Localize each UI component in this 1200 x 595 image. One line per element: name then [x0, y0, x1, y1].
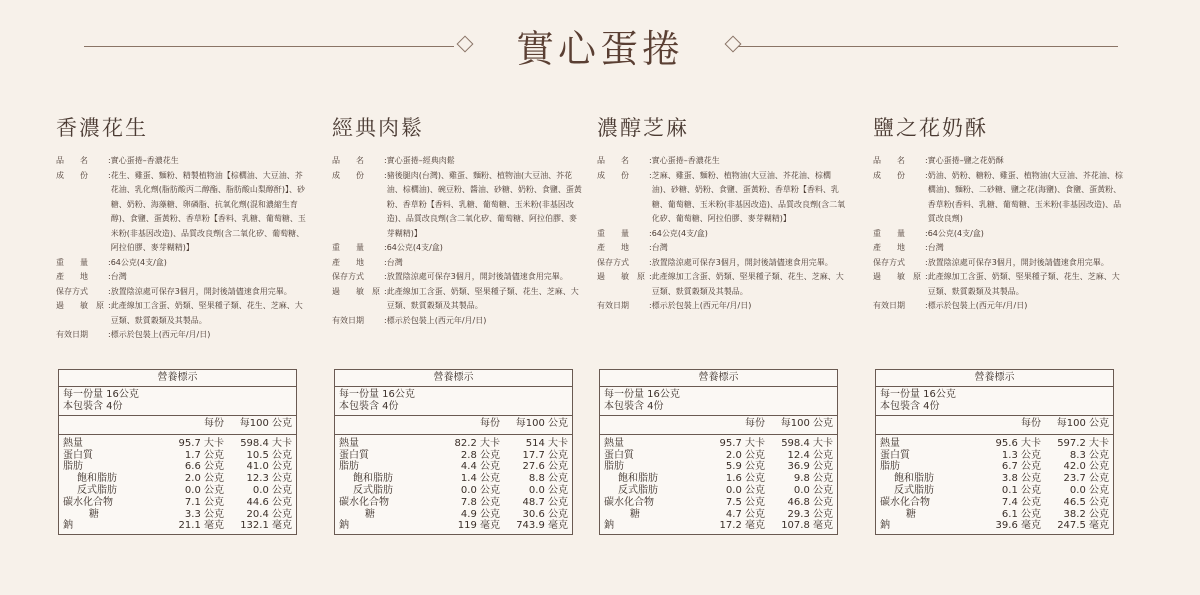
spec-label: 品 名: [56, 156, 88, 165]
nutrient-per-serving: 5.9 公克: [725, 461, 765, 473]
spec-row: [873, 154, 1123, 169]
nutrition-row: [63, 509, 292, 521]
nutrition-row: [63, 473, 292, 485]
spec-colon: :: [649, 243, 652, 252]
spec-value: 放置陰涼處可保存3個月，開封後請儘速食用完畢。: [110, 286, 292, 296]
spec-row: [332, 270, 582, 285]
nutrient-name: 鈉: [604, 520, 614, 532]
spec-row: [332, 154, 582, 169]
nutrition-row: [339, 520, 568, 532]
spec-label: 保存方式: [56, 286, 88, 296]
serving-info: [59, 387, 296, 416]
serving-size: 每一份量 16公克: [63, 389, 139, 400]
spec-value: 實心蛋捲–鹽之花奶酥: [927, 156, 1004, 165]
spec-colon: :: [925, 156, 928, 165]
nutrition-row: [604, 473, 833, 485]
spec-label: 有效日期: [56, 330, 88, 339]
col-per-serving: 每份: [204, 418, 224, 429]
nutrient-per-100g: 46.8 公克: [787, 496, 833, 508]
spec-row: [56, 169, 306, 256]
spec-value: 64公克(4支/盒): [651, 228, 708, 238]
spec-row: [597, 241, 847, 256]
servings-per-pack: 本包裝含 4份: [339, 400, 399, 412]
nutrient-name: 碳水化合物: [63, 496, 113, 508]
nutrient-per-100g: 30.6 公克: [522, 508, 568, 520]
nutrient-per-100g: 598.4 大卡: [781, 437, 833, 449]
nutrient-per-100g: 0.0 公克: [528, 484, 568, 496]
nutrition-rows: [876, 435, 1113, 534]
spec-value: 此產線加工含蛋、奶類、堅果種子類、花生、芝麻、大豆類、麩質穀類及其製品。: [386, 286, 579, 310]
nutrient-per-serving: 0.0 公克: [184, 484, 224, 496]
spec-value: 此產線加工含蛋、奶類、堅果種子類、花生、芝麻、大豆類、麩質穀類及其製品。: [110, 301, 303, 325]
nutrient-name: 反式脂肪: [894, 484, 934, 496]
nutrient-name: 脂肪: [604, 461, 624, 473]
nutrient-per-100g: 9.8 公克: [793, 473, 833, 485]
spec-row: [597, 299, 847, 314]
nutrient-name: 糖: [89, 508, 99, 520]
nutrient-per-serving: 6.1 公克: [1001, 508, 1041, 520]
spec-value: 台灣: [386, 257, 403, 267]
spec-colon: :: [925, 301, 928, 310]
spec-value: 標示於包裝上(西元年/月/日): [927, 301, 1028, 310]
nutrient-per-serving: 39.6 毫克: [995, 520, 1041, 532]
nutrient-per-serving: 3.3 公克: [184, 508, 224, 520]
spec-row: [332, 241, 582, 256]
nutrient-per-100g: 247.5 毫克: [1057, 520, 1109, 532]
nutrition-row: [339, 450, 568, 462]
spec-label: 有效日期: [873, 301, 905, 310]
nutrient-per-serving: 0.0 公克: [725, 484, 765, 496]
nutrient-per-100g: 743.9 毫克: [516, 520, 568, 532]
nutrient-per-100g: 132.1 毫克: [240, 520, 292, 532]
spec-value: 實心蛋捲–香濃花生: [110, 156, 179, 165]
spec-colon: :: [649, 156, 652, 165]
product-column: [597, 112, 847, 314]
nutrient-per-100g: 8.3 公克: [1069, 449, 1109, 461]
nutrient-per-100g: 27.6 公克: [522, 461, 568, 473]
nutrient-name: 脂肪: [339, 461, 359, 473]
spec-colon: :: [384, 170, 387, 180]
nutrient-per-serving: 2.0 公克: [725, 449, 765, 461]
spec-colon: :: [649, 170, 652, 180]
nutrient-name: 脂肪: [63, 461, 83, 473]
nutrient-name: 反式脂肪: [618, 484, 658, 496]
spec-label: 產 地: [873, 243, 905, 252]
nutrient-name: 飽和脂肪: [618, 473, 658, 485]
spec-label: 重 量: [597, 228, 629, 238]
spec-colon: :: [108, 330, 111, 339]
nutrient-per-100g: 38.2 公克: [1063, 508, 1109, 520]
nutrition-row: [604, 509, 833, 521]
nutrient-per-serving: 3.8 公克: [1001, 473, 1041, 485]
nutrition-row: [880, 450, 1109, 462]
spec-value: 此產線加工含蛋、奶類、堅果種子類、花生、芝麻、大豆類、麩質穀類及其製品。: [927, 272, 1120, 296]
nutrient-per-serving: 6.7 公克: [1001, 461, 1041, 473]
nutrient-per-serving: 1.6 公克: [725, 473, 765, 485]
nutrient-per-serving: 7.5 公克: [725, 496, 765, 508]
spec-colon: :: [108, 286, 111, 296]
spec-colon: :: [649, 228, 652, 238]
spec-value: 標示於包裝上(西元年/月/日): [386, 315, 487, 325]
nutrient-name: 蛋白質: [63, 449, 93, 461]
nutrition-row: [880, 509, 1109, 521]
nutrient-per-serving: 0.1 公克: [1001, 484, 1041, 496]
nutrition-row: [604, 450, 833, 462]
nutrition-row: [604, 438, 833, 450]
nutrition-rows: [59, 435, 296, 534]
col-per-100g: 每100 公克: [239, 418, 292, 429]
spec-label: 保存方式: [332, 272, 364, 281]
spec-colon: :: [384, 243, 387, 252]
nutrition-row: [880, 520, 1109, 532]
spec-row: [332, 285, 582, 314]
nutrition-header: [600, 416, 837, 435]
spec-value: 台灣: [651, 243, 668, 252]
serving-info: [876, 387, 1113, 416]
spec-row: [56, 256, 306, 271]
spec-row: [597, 227, 847, 242]
spec-row: [873, 227, 1123, 242]
nutrient-per-serving: 6.6 公克: [184, 461, 224, 473]
nutrient-per-100g: 46.5 公克: [1063, 496, 1109, 508]
spec-colon: :: [108, 301, 111, 310]
spec-value: 放置陰涼處可保存3個月，開封後請儘速食用完畢。: [651, 257, 833, 267]
product-name: 濃醇芝麻: [597, 116, 689, 140]
serving-info: [335, 387, 572, 416]
nutrient-per-100g: 36.9 公克: [787, 461, 833, 473]
nutrient-name: 熱量: [604, 437, 624, 449]
spec-list: [873, 154, 1123, 314]
title-rule-right: [738, 46, 1118, 47]
nutrient-name: 熱量: [880, 437, 900, 449]
spec-colon: :: [925, 228, 928, 238]
spec-colon: :: [384, 315, 387, 325]
spec-row: [873, 270, 1123, 299]
spec-label: 保存方式: [873, 257, 905, 267]
nutrient-name: 蛋白質: [339, 449, 369, 461]
nutrition-table: [58, 369, 297, 535]
nutrient-per-serving: 17.2 毫克: [719, 520, 765, 532]
servings-per-pack: 本包裝含 4份: [63, 400, 123, 412]
spec-label: 成 份: [873, 170, 905, 180]
nutrition-row: [63, 461, 292, 473]
nutrition-row: [604, 461, 833, 473]
nutrient-name: 蛋白質: [880, 449, 910, 461]
nutrient-per-serving: 7.1 公克: [184, 496, 224, 508]
nutrient-name: 碳水化合物: [339, 496, 389, 508]
nutrition-row: [63, 450, 292, 462]
spec-label: 過 敏 原: [597, 272, 645, 281]
spec-colon: :: [384, 272, 387, 281]
nutrition-row: [63, 520, 292, 532]
nutrient-per-100g: 107.8 毫克: [781, 520, 833, 532]
spec-label: 品 名: [597, 156, 629, 165]
nutrient-per-100g: 48.7 公克: [522, 496, 568, 508]
nutrient-per-100g: 12.3 公克: [246, 473, 292, 485]
nutrient-name: 脂肪: [880, 461, 900, 473]
spec-colon: :: [108, 156, 111, 165]
nutrient-name: 蛋白質: [604, 449, 634, 461]
nutrient-per-100g: 597.2 大卡: [1057, 437, 1109, 449]
nutrient-per-serving: 95.6 大卡: [995, 437, 1041, 449]
nutrition-row: [339, 438, 568, 450]
nutrient-name: 糖: [906, 508, 916, 520]
spec-label: 重 量: [332, 243, 364, 252]
nutrient-per-serving: 4.9 公克: [460, 508, 500, 520]
nutrition-table: [599, 369, 838, 535]
nutrient-per-100g: 20.4 公克: [246, 508, 292, 520]
nutrient-per-100g: 42.0 公克: [1063, 461, 1109, 473]
nutrient-per-serving: 1.4 公克: [460, 473, 500, 485]
spec-row: [56, 285, 306, 300]
spec-colon: :: [108, 257, 111, 267]
nutrition-title: 營養標示: [59, 370, 296, 387]
nutrient-per-serving: 1.7 公克: [184, 449, 224, 461]
product-name: 經典肉鬆: [332, 116, 424, 140]
spec-row: [597, 256, 847, 271]
nutrition-row: [339, 509, 568, 521]
spec-value: 64公克(4支/盒): [386, 243, 443, 252]
nutrition-header: [876, 416, 1113, 435]
spec-row: [597, 169, 847, 227]
spec-label: 產 地: [332, 257, 364, 267]
nutrition-header: [59, 416, 296, 435]
nutrient-per-serving: 95.7 大卡: [719, 437, 765, 449]
nutrient-per-serving: 2.8 公克: [460, 449, 500, 461]
nutrient-name: 反式脂肪: [77, 484, 117, 496]
servings-per-pack: 本包裝含 4份: [604, 400, 664, 412]
col-per-100g: 每100 公克: [780, 418, 833, 429]
nutrient-per-100g: 514 大卡: [525, 437, 568, 449]
nutrition-row: [880, 497, 1109, 509]
nutrient-per-100g: 23.7 公克: [1063, 473, 1109, 485]
spec-value: 台灣: [110, 272, 127, 281]
spec-colon: :: [384, 156, 387, 165]
spec-label: 過 敏 原: [56, 301, 104, 310]
spec-label: 成 份: [56, 170, 88, 180]
nutrient-per-100g: 17.7 公克: [522, 449, 568, 461]
spec-label: 過 敏 原: [873, 272, 921, 281]
nutrient-per-100g: 0.0 公克: [793, 484, 833, 496]
nutrition-row: [339, 497, 568, 509]
nutrient-per-serving: 95.7 大卡: [178, 437, 224, 449]
spec-row: [873, 256, 1123, 271]
spec-value: 放置陰涼處可保存3個月，開封後請儘速食用完畢。: [386, 272, 568, 281]
spec-label: 重 量: [56, 257, 88, 267]
spec-row: [873, 299, 1123, 314]
nutrition-rows: [335, 435, 572, 534]
nutrient-per-serving: 2.0 公克: [184, 473, 224, 485]
spec-colon: :: [925, 272, 928, 281]
product-name: 鹽之花奶酥: [873, 116, 988, 140]
nutrient-per-100g: 29.3 公克: [787, 508, 833, 520]
spec-colon: :: [649, 272, 652, 281]
nutrient-per-100g: 44.6 公克: [246, 496, 292, 508]
col-per-serving: 每份: [745, 418, 765, 429]
nutrient-name: 糖: [365, 508, 375, 520]
nutrition-title: 營養標示: [876, 370, 1113, 387]
nutrient-name: 鈉: [880, 520, 890, 532]
nutrient-per-serving: 7.4 公克: [1001, 496, 1041, 508]
serving-size: 每一份量 16公克: [604, 389, 680, 400]
nutrient-name: 糖: [630, 508, 640, 520]
spec-colon: :: [108, 272, 111, 281]
serving-size: 每一份量 16公克: [339, 389, 415, 400]
nutrient-per-100g: 10.5 公克: [246, 449, 292, 461]
nutrition-row: [63, 485, 292, 497]
product-column: [873, 112, 1123, 314]
nutrition-row: [339, 485, 568, 497]
nutrient-per-100g: 598.4 大卡: [240, 437, 292, 449]
nutrient-per-100g: 0.0 公克: [1069, 484, 1109, 496]
col-per-serving: 每份: [1021, 418, 1041, 429]
nutrient-name: 反式脂肪: [353, 484, 393, 496]
spec-label: 成 份: [332, 170, 364, 180]
spec-value: 此產線加工含蛋、奶類、堅果種子類、花生、芝麻、大豆類、麩質穀類及其製品。: [651, 272, 844, 296]
nutrient-per-serving: 21.1 毫克: [178, 520, 224, 532]
col-per-serving: 每份: [480, 418, 500, 429]
nutrition-row: [880, 473, 1109, 485]
spec-row: [332, 256, 582, 271]
spec-colon: :: [925, 257, 928, 267]
nutrient-name: 熱量: [63, 437, 83, 449]
nutrition-row: [63, 497, 292, 509]
spec-value: 放置陰涼處可保存3個月，開封後請儘速食用完畢。: [927, 257, 1109, 267]
nutrient-per-100g: 8.8 公克: [528, 473, 568, 485]
spec-row: [56, 328, 306, 343]
spec-row: [56, 299, 306, 328]
product-column: [56, 112, 306, 343]
spec-label: 品 名: [873, 156, 905, 165]
spec-value: 標示於包裝上(西元年/月/日): [110, 330, 211, 339]
spec-colon: :: [384, 257, 387, 267]
nutrient-name: 飽和脂肪: [894, 473, 934, 485]
spec-label: 產 地: [56, 272, 88, 281]
spec-label: 重 量: [873, 228, 905, 238]
nutrient-name: 碳水化合物: [880, 496, 930, 508]
nutrition-row: [604, 520, 833, 532]
col-per-100g: 每100 公克: [515, 418, 568, 429]
nutrient-name: 鈉: [63, 520, 73, 532]
spec-label: 有效日期: [332, 315, 364, 325]
col-per-100g: 每100 公克: [1056, 418, 1109, 429]
spec-row: [873, 241, 1123, 256]
nutrition-row: [604, 485, 833, 497]
spec-colon: :: [649, 301, 652, 310]
nutrition-rows: [600, 435, 837, 534]
spec-row: [56, 270, 306, 285]
nutrient-per-serving: 7.8 公克: [460, 496, 500, 508]
spec-value: 豬後腿肉(台灣)、雞蛋、麵粉、植物油(大豆油、芥花油、棕櫚油)、碗豆粉、醬油、砂糖、奶粉、食鹽、蛋黃粉、香草粉【香料、乳糖、葡萄糖、玉米粉(非基因改造)、品質改良劑(含二氧化矽、葡萄糖、阿拉伯膠、麥芽糊精)】: [386, 170, 582, 238]
spec-row: [332, 169, 582, 242]
nutrient-name: 碳水化合物: [604, 496, 654, 508]
spec-row: [56, 154, 306, 169]
nutrient-per-serving: 4.4 公克: [460, 461, 500, 473]
nutrition-row: [880, 461, 1109, 473]
spec-row: [597, 270, 847, 299]
spec-value: 64公克(4支/盒): [927, 228, 984, 238]
nutrition-title: 營養標示: [335, 370, 572, 387]
nutrient-per-100g: 12.4 公克: [787, 449, 833, 461]
nutrient-per-serving: 82.2 大卡: [454, 437, 500, 449]
spec-colon: :: [108, 170, 111, 180]
nutrition-row: [880, 438, 1109, 450]
spec-label: 有效日期: [597, 301, 629, 310]
spec-value: 台灣: [927, 243, 944, 252]
nutrient-per-serving: 1.3 公克: [1001, 449, 1041, 461]
spec-colon: :: [384, 286, 387, 296]
nutrition-row: [339, 461, 568, 473]
product-name: 香濃花生: [56, 116, 148, 140]
spec-colon: :: [925, 170, 928, 180]
spec-row: [597, 154, 847, 169]
nutrient-name: 飽和脂肪: [353, 473, 393, 485]
spec-label: 成 份: [597, 170, 629, 180]
product-column: [332, 112, 582, 328]
nutrient-per-serving: 0.0 公克: [460, 484, 500, 496]
spec-value: 64公克(4支/盒): [110, 257, 167, 267]
nutrient-name: 熱量: [339, 437, 359, 449]
serving-size: 每一份量 16公克: [880, 389, 956, 400]
nutrition-row: [339, 473, 568, 485]
nutrient-name: 鈉: [339, 520, 349, 532]
nutrition-table: [334, 369, 573, 535]
spec-label: 品 名: [332, 156, 364, 165]
spec-list: [597, 154, 847, 314]
spec-colon: :: [925, 243, 928, 252]
nutrient-per-100g: 41.0 公克: [246, 461, 292, 473]
serving-info: [600, 387, 837, 416]
servings-per-pack: 本包裝含 4份: [880, 400, 940, 412]
spec-value: 芝麻、雞蛋、麵粉、植物油(大豆油、芥花油、棕櫚油)、砂糖、奶粉、食鹽、蛋黃粉、香草粉【香料、乳糖、葡萄糖、玉米粉(非基因改造)、品質改良劑(含二氧化矽、葡萄糖、阿拉伯膠、麥芽糊精)】: [651, 170, 846, 223]
nutrient-name: 飽和脂肪: [77, 473, 117, 485]
spec-value: 奶油、奶粉、糖粉、雞蛋、植物油(大豆油、芥花油、棕櫚油)、麵粉、二砂糖、鹽之花(海鹽)、食鹽、蛋黃粉、香草粉(香料、乳糖、葡萄糖、玉米粉(非基因改造)、品質改良劑): [927, 170, 1123, 223]
spec-value: 花生、雞蛋、麵粉、精製植物油【棕櫚油、大豆油、芥花油、乳化劑(脂肪酸丙二醇酯、脂肪酸山梨醇酐)】、砂糖、奶粉、海藻糖、卵磷脂、抗氧化劑(混和濃縮生育醇)、食鹽、蛋黃粉、香草粉【香料、乳糖、葡萄糖、玉米粉(非基因改造)、品質改良劑(含二氧化矽、葡萄糖、阿拉伯膠、麥芽糊精)】: [110, 170, 306, 252]
spec-value: 實心蛋捲–香濃花生: [651, 156, 720, 165]
nutrient-per-100g: 0.0 公克: [252, 484, 292, 496]
spec-label: 產 地: [597, 243, 629, 252]
spec-value: 實心蛋捲–經典肉鬆: [386, 156, 455, 165]
nutrition-title: 營養標示: [600, 370, 837, 387]
page-title: 實心蛋捲: [515, 27, 684, 71]
spec-value: 標示於包裝上(西元年/月/日): [651, 301, 752, 310]
nutrient-per-serving: 119 毫克: [457, 520, 500, 532]
spec-label: 過 敏 原: [332, 286, 380, 296]
nutrition-table: [875, 369, 1114, 535]
nutrition-row: [604, 497, 833, 509]
spec-list: [56, 154, 306, 343]
spec-label: 保存方式: [597, 257, 629, 267]
nutrition-row: [63, 438, 292, 450]
nutrient-per-serving: 4.7 公克: [725, 508, 765, 520]
spec-row: [873, 169, 1123, 227]
nutrition-header: [335, 416, 572, 435]
spec-row: [332, 314, 582, 329]
nutrition-row: [880, 485, 1109, 497]
spec-list: [332, 154, 582, 328]
spec-colon: :: [649, 257, 652, 267]
